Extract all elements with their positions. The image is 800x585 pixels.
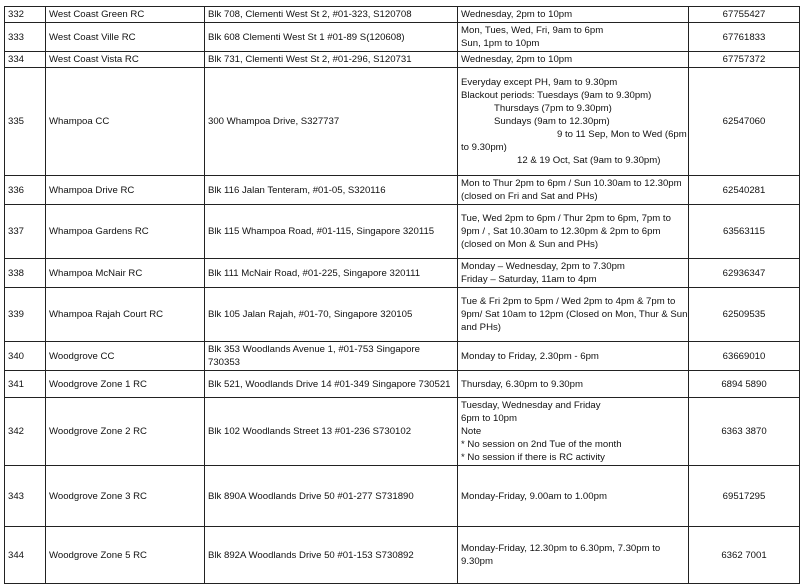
hours-line: 9 to 11 Sep, Mon to Wed (6pm: [557, 129, 687, 140]
address-cell: Blk 708, Clementi West St 2, #01-323, S120708: [205, 7, 458, 23]
name-cell: Woodgrove CC: [46, 342, 205, 371]
hours-cell: [458, 205, 689, 259]
phone-cell: 62936347: [689, 259, 800, 288]
hours-line: Monday-Friday, 12.30pm to 6.30pm, 7.30pm to: [461, 543, 661, 554]
name-cell: West Coast Green RC: [46, 7, 205, 23]
hours-line: Friday – Saturday, 11am to 4pm: [461, 274, 597, 285]
hours-cell: [458, 371, 689, 398]
table-row: [5, 259, 800, 288]
address-cell: Blk 731, Clementi West St 2, #01-296, S120731: [205, 52, 458, 68]
hours-line: to 9.30pm): [461, 142, 507, 153]
hours-cell: [458, 52, 689, 68]
name-cell: Woodgrove Zone 2 RC: [46, 398, 205, 466]
name-cell: Whampoa CC: [46, 68, 205, 176]
phone-cell: 6363 3870: [689, 398, 800, 466]
hours-cell: [458, 527, 689, 584]
address-cell: Blk 115 Whampoa Road, #01-115, Singapore 320115: [205, 205, 458, 259]
table-row: [5, 176, 800, 205]
hours-line: Blackout periods: Tuesdays (9am to 9.30pm): [461, 90, 652, 101]
hours-line: (closed on Fri and Sat and PHs): [461, 191, 598, 202]
hours-cell: [458, 259, 689, 288]
hours-line: (closed on Mon & Sun and PHs): [461, 239, 599, 250]
table-row: [5, 7, 800, 23]
address-cell: Blk 353 Woodlands Avenue 1, #01-753 Singapore 730353: [205, 342, 458, 371]
hours-line: Mon to Thur 2pm to 6pm / Sun 10.30am to 12.30pm: [461, 178, 682, 189]
row-number-cell: 337: [5, 205, 46, 259]
phone-cell: 67755427: [689, 7, 800, 23]
address-cell: Blk 102 Woodlands Street 13 #01-236 S730102: [205, 398, 458, 466]
row-number-cell: 332: [5, 7, 46, 23]
address-cell: Blk 892A Woodlands Drive 50 #01-153 S730892: [205, 527, 458, 584]
row-number-cell: 343: [5, 466, 46, 527]
row-number-cell: 339: [5, 288, 46, 342]
name-cell: Woodgrove Zone 5 RC: [46, 527, 205, 584]
table-row: [5, 527, 800, 584]
address-cell: 300 Whampoa Drive, S327737: [205, 68, 458, 176]
hours-line: Tuesday, Wednesday and Friday: [461, 400, 601, 411]
phone-cell: 69517295: [689, 466, 800, 527]
table-row: [5, 466, 800, 527]
table-row: [5, 205, 800, 259]
hours-cell: [458, 466, 689, 527]
name-cell: Whampoa Gardens RC: [46, 205, 205, 259]
address-cell: Blk 111 McNair Road, #01-225, Singapore 320111: [205, 259, 458, 288]
table-row: [5, 288, 800, 342]
name-cell: Whampoa Drive RC: [46, 176, 205, 205]
address-cell: Blk 521, Woodlands Drive 14 #01-349 Singapore 730521: [205, 371, 458, 398]
hours-line: Monday-Friday, 9.00am to 1.00pm: [461, 490, 607, 502]
phone-cell: 62547060: [689, 68, 800, 176]
hours-line: Thursdays (7pm to 9.30pm): [494, 103, 612, 114]
address-cell: Blk 116 Jalan Tenteram, #01-05, S320116: [205, 176, 458, 205]
row-number-cell: 340: [5, 342, 46, 371]
phone-cell: 67761833: [689, 23, 800, 52]
row-number-cell: 338: [5, 259, 46, 288]
address-cell: Blk 608 Clementi West St 1 #01-89 S(120608): [205, 23, 458, 52]
table-row: [5, 68, 800, 176]
hours-line: Tue, Wed 2pm to 6pm / Thur 2pm to 6pm, 7pm to: [461, 213, 671, 224]
name-cell: West Coast Ville RC: [46, 23, 205, 52]
hours-line: Tue & Fri 2pm to 5pm / Wed 2pm to 4pm & 7pm to: [461, 296, 676, 307]
row-number-cell: 336: [5, 176, 46, 205]
hours-line: Thursday, 6.30pm to 9.30pm: [461, 378, 583, 390]
hours-line: Note: [461, 426, 482, 437]
hours-cell: [458, 398, 689, 466]
row-number-cell: 334: [5, 52, 46, 68]
name-cell: Woodgrove Zone 1 RC: [46, 371, 205, 398]
table-row: [5, 342, 800, 371]
hours-line: 9.30pm: [461, 556, 493, 567]
row-number-cell: 333: [5, 23, 46, 52]
hours-line: Sundays (9am to 12.30pm): [494, 116, 610, 127]
row-number-cell: 341: [5, 371, 46, 398]
hours-line: Monday – Wednesday, 2pm to 7.30pm: [461, 261, 625, 272]
row-number-cell: 342: [5, 398, 46, 466]
name-cell: Whampoa Rajah Court RC: [46, 288, 205, 342]
address-cell: Blk 105 Jalan Rajah, #01-70, Singapore 320105: [205, 288, 458, 342]
row-number-cell: 344: [5, 527, 46, 584]
hours-line: Monday to Friday, 2.30pm - 6pm: [461, 350, 599, 362]
address-cell: Blk 890A Woodlands Drive 50 #01-277 S731890: [205, 466, 458, 527]
hours-line: Wednesday, 2pm to 10pm: [461, 54, 573, 65]
name-cell: West Coast Vista RC: [46, 52, 205, 68]
hours-line: Wednesday, 2pm to 10pm: [461, 9, 573, 20]
phone-cell: 62509535: [689, 288, 800, 342]
hours-line: Everyday except PH, 9am to 9.30pm: [461, 77, 618, 88]
hours-line: 9pm/ Sat 10am to 12pm (Closed on Mon, Thur & Sun: [461, 309, 688, 320]
phone-cell: 62540281: [689, 176, 800, 205]
hours-cell: [458, 176, 689, 205]
table-row: [5, 23, 800, 52]
phone-cell: 6362 7001: [689, 527, 800, 584]
phone-cell: 67757372: [689, 52, 800, 68]
hours-cell: [458, 23, 689, 52]
hours-line: 6pm to 10pm: [461, 413, 517, 424]
row-number-cell: 335: [5, 68, 46, 176]
community-centre-table: [4, 6, 800, 584]
table-row: [5, 52, 800, 68]
name-cell: Whampoa McNair RC: [46, 259, 205, 288]
hours-cell: [458, 68, 689, 176]
hours-line: and PHs): [461, 322, 501, 333]
table-row: [5, 398, 800, 466]
hours-line: Mon, Tues, Wed, Fri, 9am to 6pm: [461, 25, 604, 36]
hours-cell: [458, 288, 689, 342]
phone-cell: 63669010: [689, 342, 800, 371]
table-body: [5, 7, 800, 584]
hours-line: Sun, 1pm to 10pm: [461, 38, 540, 49]
hours-line: 12 & 19 Oct, Sat (9am to 9.30pm): [517, 155, 661, 166]
phone-cell: 6894 5890: [689, 371, 800, 398]
name-cell: Woodgrove Zone 3 RC: [46, 466, 205, 527]
hours-cell: [458, 7, 689, 23]
hours-cell: [458, 342, 689, 371]
table-row: [5, 371, 800, 398]
hours-line: 9pm / , Sat 10.30am to 12.30pm & 2pm to 6pm: [461, 226, 661, 237]
hours-line: * No session on 2nd Tue of the month: [461, 439, 622, 450]
hours-line: * No session if there is RC activity: [461, 452, 605, 463]
phone-cell: 63563115: [689, 205, 800, 259]
